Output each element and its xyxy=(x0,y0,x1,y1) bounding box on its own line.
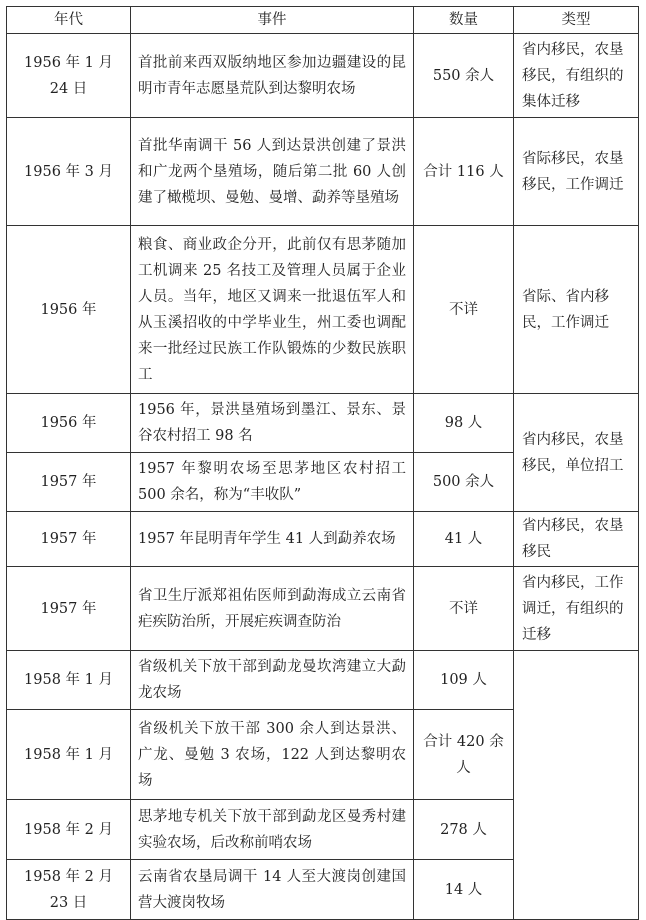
cell-quantity: 不详 xyxy=(414,226,514,394)
cell-quantity: 500 余人 xyxy=(414,453,514,512)
header-quantity: 数量 xyxy=(414,7,514,34)
cell-year: 1956 年 xyxy=(7,394,131,453)
cell-year: 1958 年 2 月 23 日 xyxy=(7,860,131,920)
cell-quantity: 278 人 xyxy=(414,800,514,860)
cell-year: 1956 年 3 月 xyxy=(7,118,131,226)
cell-quantity: 98 人 xyxy=(414,394,514,453)
cell-type-empty xyxy=(514,651,639,920)
cell-year: 1958 年 1 月 xyxy=(7,651,131,710)
header-event: 事件 xyxy=(131,7,414,34)
cell-type: 省际、省内移民，工作调迁 xyxy=(514,226,639,394)
cell-event: 省卫生厅派郑祖佑医师到勐海成立云南省疟疾防治所，开展疟疾调查防治 xyxy=(131,567,414,651)
cell-quantity: 41 人 xyxy=(414,512,514,567)
cell-year: 1956 年 1 月 24 日 xyxy=(7,34,131,118)
cell-type: 省内移民，农垦移民，单位招工 xyxy=(514,394,639,512)
cell-event: 1956 年，景洪垦殖场到墨江、景东、景谷农村招工 98 名 xyxy=(131,394,414,453)
table-header-row xyxy=(7,7,639,34)
table-row xyxy=(7,651,639,710)
cell-event: 粮食、商业政企分开，此前仅有思茅随加工机调来 25 名技工及管理人员属于企业人员。当年，地区又调来一批退伍军人和从玉溪招收的中学毕业生，州工委也调配来一批经过民族工作队锻炼的少数民族职工 xyxy=(131,226,414,394)
cell-type: 省内移民，农垦移民，有组织的集体迁移 xyxy=(514,34,639,118)
cell-year: 1958 年 2 月 xyxy=(7,800,131,860)
cell-type: 省内移民，农垦移民 xyxy=(514,512,639,567)
cell-year: 1957 年 xyxy=(7,453,131,512)
cell-event: 1957 年黎明农场至思茅地区农村招工 500 余名，称为“丰收队” xyxy=(131,453,414,512)
table-row xyxy=(7,118,639,226)
cell-event: 首批前来西双版纳地区参加边疆建设的昆明市青年志愿垦荒队到达黎明农场 xyxy=(131,34,414,118)
cell-quantity: 合计 420 余人 xyxy=(414,710,514,800)
cell-quantity: 109 人 xyxy=(414,651,514,710)
table-row xyxy=(7,512,639,567)
cell-event: 省级机关下放干部到勐龙曼坎湾建立大勐龙农场 xyxy=(131,651,414,710)
cell-year: 1957 年 xyxy=(7,512,131,567)
header-type: 类型 xyxy=(514,7,639,34)
migration-events-table xyxy=(6,6,639,920)
cell-year: 1958 年 1 月 xyxy=(7,710,131,800)
table-row xyxy=(7,226,639,394)
table-row xyxy=(7,34,639,118)
cell-event: 云南省农垦局调干 14 人至大渡岗创建国营大渡岗牧场 xyxy=(131,860,414,920)
cell-event: 省级机关下放干部 300 余人到达景洪、广龙、曼勉 3 农场，122 人到达黎明农场 xyxy=(131,710,414,800)
cell-quantity: 550 余人 xyxy=(414,34,514,118)
cell-quantity: 不详 xyxy=(414,567,514,651)
cell-event: 首批华南调干 56 人到达景洪创建了景洪和广龙两个垦殖场，随后第二批 60 人创建了橄榄坝、曼勉、曼增、勐养等垦殖场 xyxy=(131,118,414,226)
cell-year: 1956 年 xyxy=(7,226,131,394)
cell-year: 1957 年 xyxy=(7,567,131,651)
table-row xyxy=(7,567,639,651)
table-row xyxy=(7,394,639,453)
header-year: 年代 xyxy=(7,7,131,34)
cell-type: 省际移民，农垦移民，工作调迁 xyxy=(514,118,639,226)
cell-type: 省内移民，工作调迁，有组织的迁移 xyxy=(514,567,639,651)
cell-quantity: 合计 116 人 xyxy=(414,118,514,226)
cell-event: 思茅地专机关下放干部到勐龙区曼秀村建实验农场，后改称前哨农场 xyxy=(131,800,414,860)
cell-quantity: 14 人 xyxy=(414,860,514,920)
cell-event: 1957 年昆明青年学生 41 人到勐养农场 xyxy=(131,512,414,567)
